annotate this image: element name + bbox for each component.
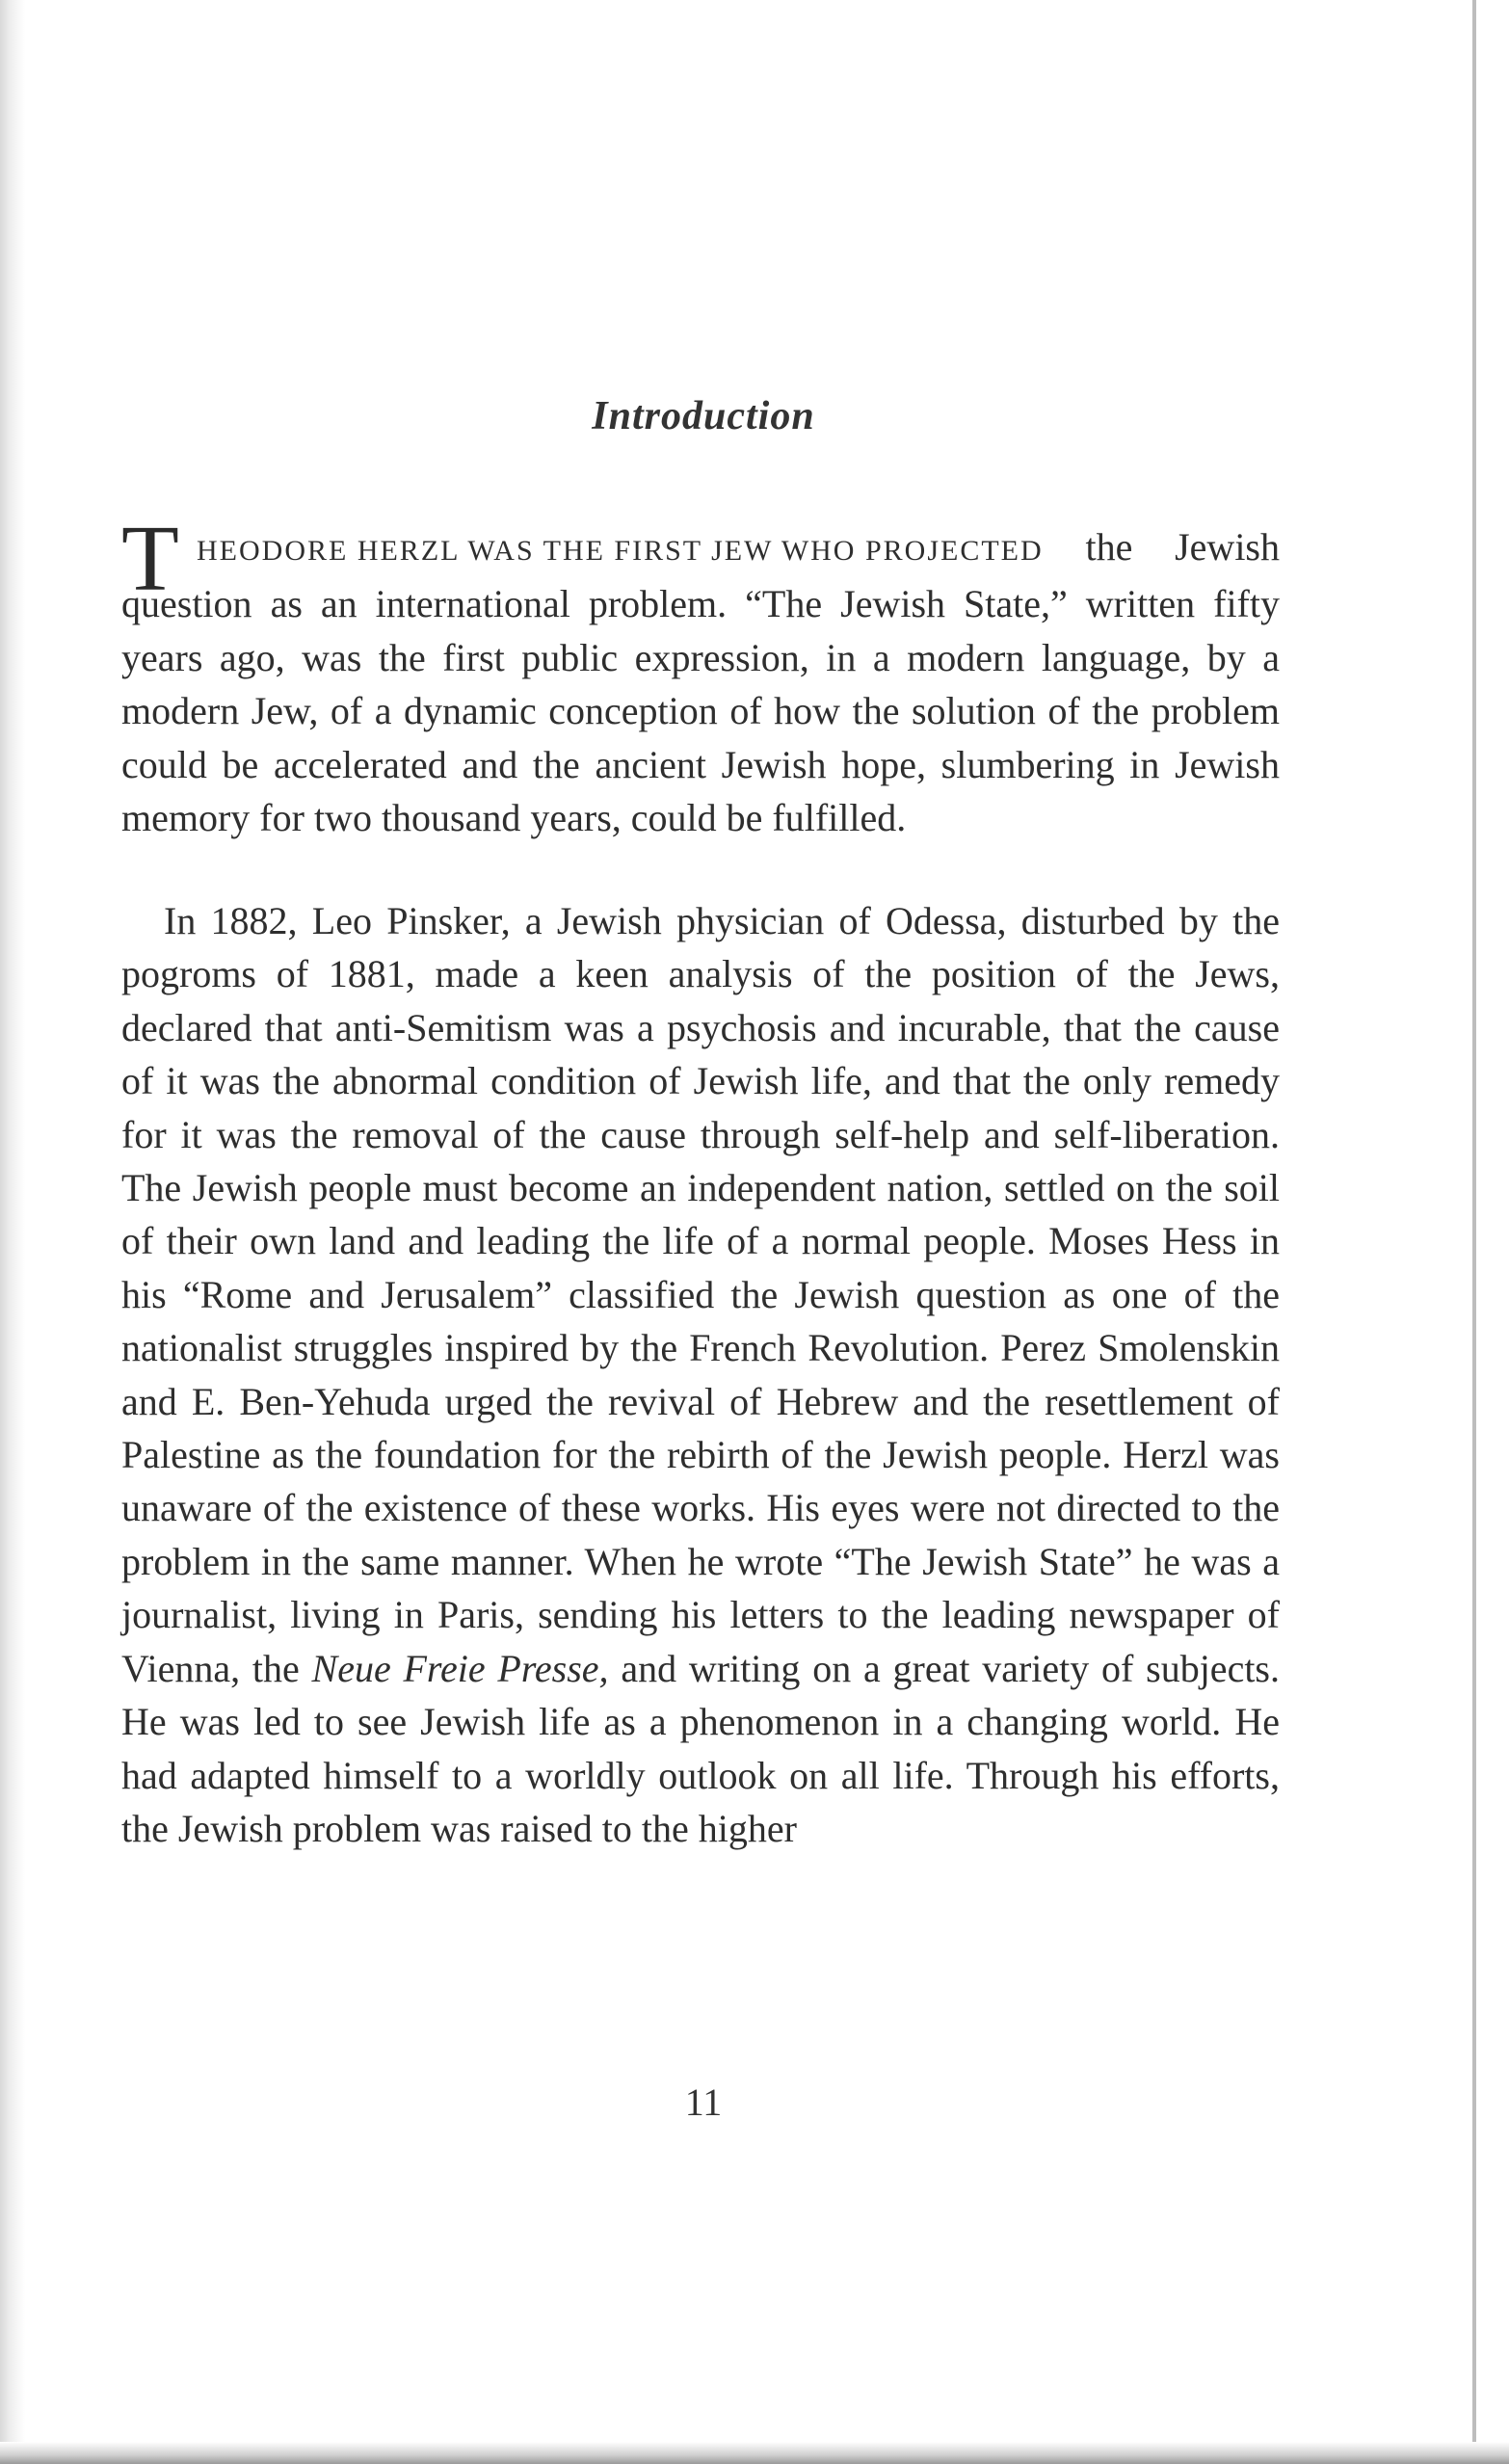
paragraph-text-a: In 1882, Leo Pinsker, a Jewish physician of Odessa, disturbed by the pogroms of 1881, made a keen analysis of the position of the Jews, declared that anti-Semitism was a psychosis and incurable, that the cause of it was the abnormal condition of Jewish life, and that the only remedy for it was the removal of the cause through self-help and self-liberation. The Jewish people must become an independent nation, settled on the soil of their own land and leading the life of a normal people. Moses Hess in his “Rome and Jerusalem” classified the Jewish question as one of the nationalist struggles inspired by the French Revolution. Perez Smolenskin and E. Ben-Yehuda urged the revival of Hebrew and the resettlement of Palestine as the foundation for the rebirth of the Jewish people. Herzl was unaware of the existence of these works. His eyes were not directed to the problem in the same manner. When he wrote “The Jewish State” he was a journalist, living in Paris, sending his letters to the leading newspaper of Vienna, the [121,899,1280,1690]
chapter-title: Introduction [592,394,815,438]
intro-paragraph [121,507,1280,844]
scan-edge-bottom [0,2442,1509,2464]
paragraph-text-b: and writing on a great variety of subjects. He was led to see Jewish life as a phenomenon in a changing world. He had adapted himself to a worldly outlook on all life. Through his efforts, the Jewish problem was raised to the higher [121,1646,1280,1850]
second-paragraph [121,894,1280,1855]
small-caps-lead: HEODORE HERZL WAS THE FIRST JEW WHO PROJECTED [197,535,1044,567]
page-number: 11 [684,2080,723,2124]
newspaper-title: Neue Freie Presse, [311,1646,609,1690]
drop-cap: T [121,507,179,611]
intro-paragraph-body: the Jewish question as an international problem. “The Jewish State,” written fifty years ago, was the first public expression, in a modern language, by a modern Jew, of a dynamic conception of how the solution of the problem could be accelerated and the ancient Jewish hope, slumbering in Jewish memory for two thousand years, could be fulfilled. [121,525,1280,840]
scan-edge-right [1472,0,1476,2464]
